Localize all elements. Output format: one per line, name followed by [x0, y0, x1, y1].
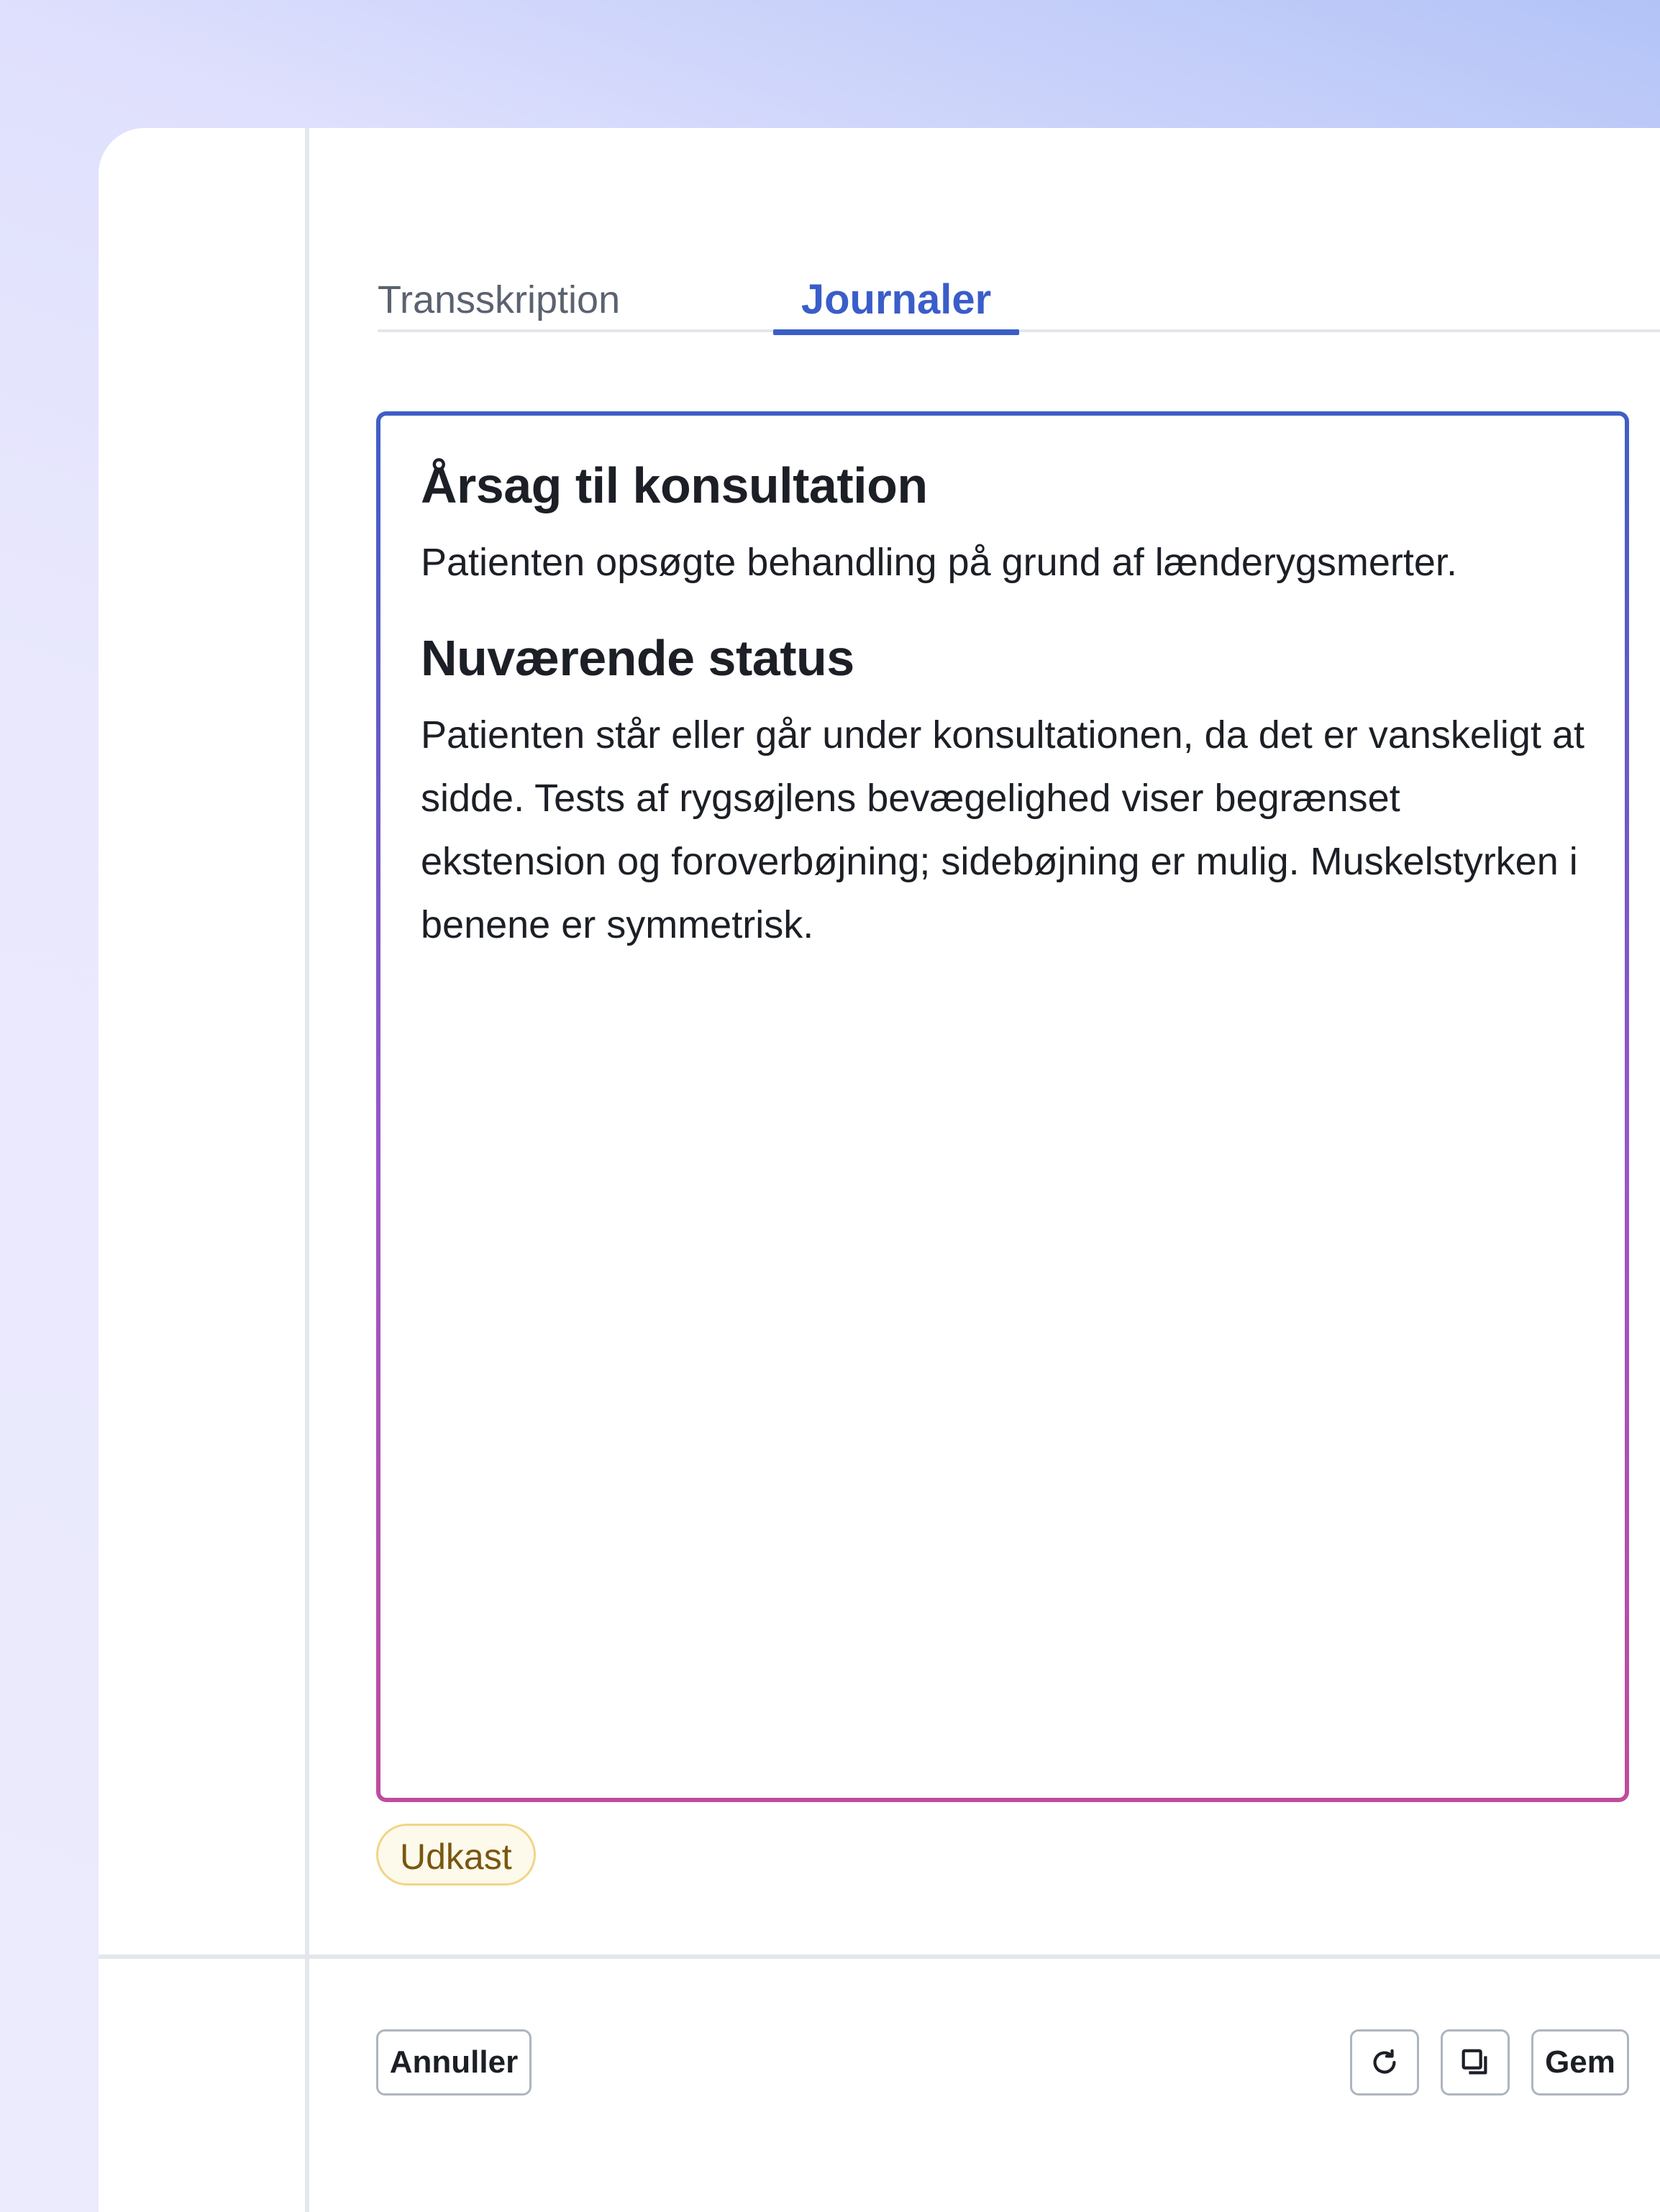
section-heading-reason: Årsag til konsultation	[421, 457, 928, 513]
copy-icon	[1459, 2046, 1492, 2079]
refresh-icon	[1368, 2046, 1401, 2079]
section-body-reason: Patienten opsøgte behandling på grund af lænderygsmerter.	[421, 541, 1457, 584]
tab-bar	[378, 257, 1660, 334]
cancel-button[interactable]	[376, 2029, 532, 2096]
tab-transskription[interactable]	[378, 257, 637, 332]
copy-button[interactable]	[1441, 2029, 1510, 2096]
tab-journaler[interactable]	[773, 257, 1019, 332]
footer-divider	[99, 1955, 1660, 1959]
section-heading-status: Nuværende status	[421, 630, 854, 686]
save-button[interactable]	[1531, 2029, 1629, 2096]
tab-transskription-label: Transskription	[378, 278, 621, 321]
regenerate-button[interactable]	[1350, 2029, 1419, 2096]
draft-status-badge: Udkast	[376, 1824, 536, 1886]
save-button-label: Gem	[1545, 2044, 1615, 2080]
app-window	[99, 128, 1660, 2212]
tab-journaler-label: Journaler	[801, 276, 992, 323]
cancel-button-label: Annuller	[389, 2044, 519, 2080]
active-tab-indicator	[773, 329, 1019, 335]
journal-note-editor[interactable]	[376, 411, 1629, 1802]
section-body-status: Patienten står eller går under konsultationen, da det er vanskeligt at sidde. Tests af rygsøjlens bevægelighed viser begrænset ekstension og foroverbøjning; sidebøjning er mulig. Muskelstyrken i benene er symmetrisk.	[421, 713, 1584, 946]
sidebar-divider	[305, 128, 309, 2212]
